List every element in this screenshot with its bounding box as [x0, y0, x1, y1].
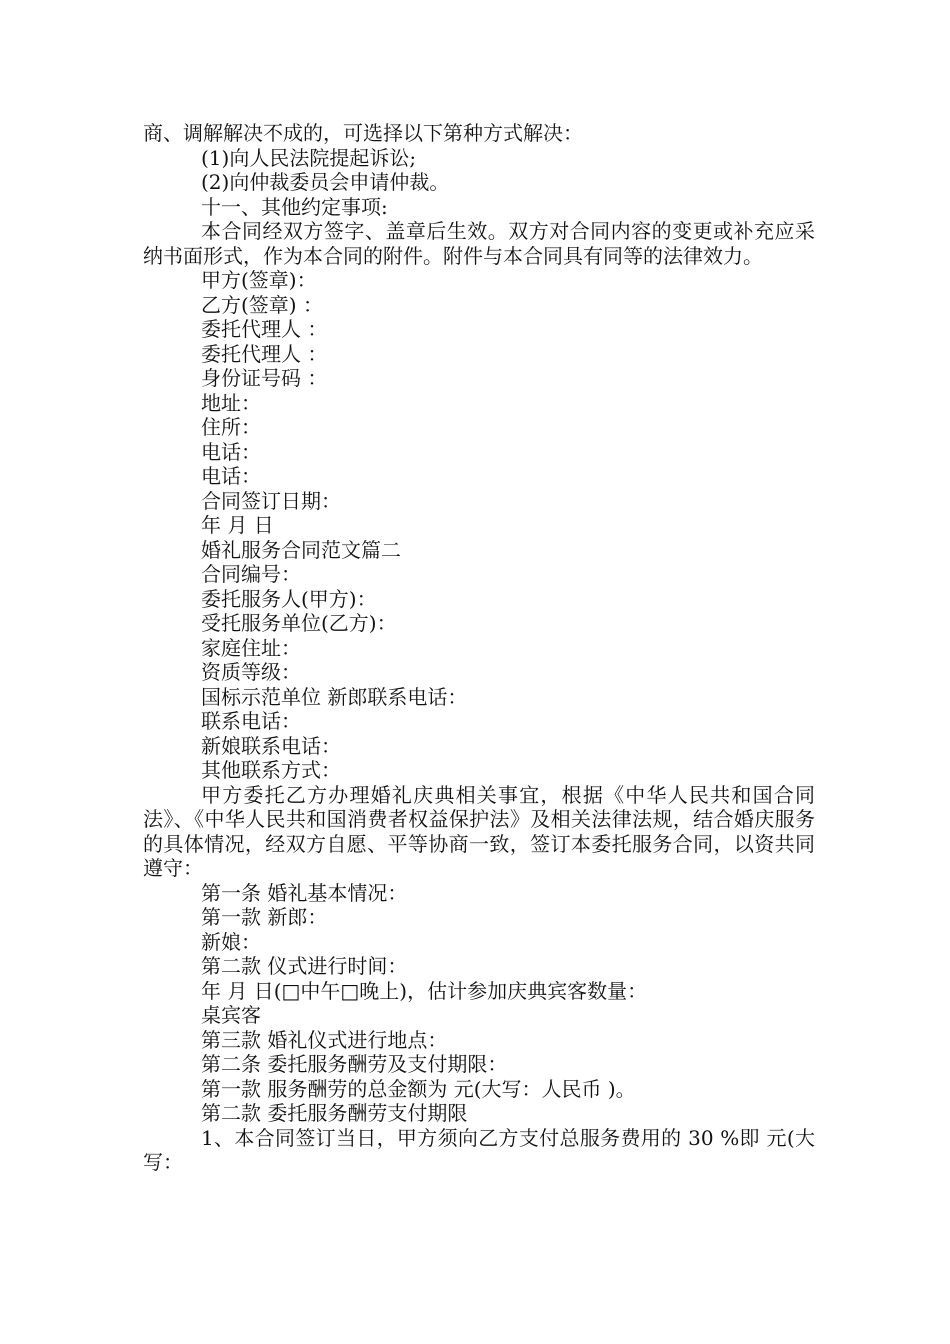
- document-line: 住所：: [201, 415, 261, 439]
- document-line: 甲方(签章)：: [201, 268, 317, 292]
- document-line: 受托服务单位(乙方)：: [201, 611, 397, 635]
- document-paragraph: 甲方委托乙方办理婚礼庆典相关事宜，根据《中华人民共和国合同法》、《中华人民共和国消费者权益保护法》及相关法律法规，结合婚庆服务的具体情况，经双方自愿、平等协商一致，签订本委托服务合同，以资共同遵守：: [143, 782, 815, 880]
- document-line: 其他联系方式：: [201, 758, 341, 782]
- document-line: 家庭住址：: [201, 635, 301, 660]
- document-line: 地址：: [201, 390, 261, 415]
- document-line: 国标示范单位 新郎联系电话：: [201, 684, 468, 709]
- document-line: 乙方(签章) ：: [201, 292, 323, 317]
- document-line: 电话：: [201, 439, 261, 464]
- document-line: 第一款 服务酬劳的总金额为 元(大写：人民币 )。: [201, 1076, 636, 1101]
- document-line: 第二款 委托服务酬劳支付期限: [201, 1101, 468, 1125]
- document-line: 年 月 日(□中午□晚上)，估计参加庆典宾客数量：: [201, 978, 648, 1003]
- document-line: 第一款 新郎：: [201, 905, 328, 929]
- document-line: 身份证号码 ：: [201, 366, 328, 390]
- document-line: 合同签订日期：: [201, 488, 341, 513]
- document-paragraph: 本合同经双方签字、盖章后生效。双方对合同内容的变更或补充应采纳书面形式，作为本合同的附件。附件与本合同具有同等的法律效力。: [143, 219, 815, 268]
- document-line: 委托代理人 ：: [201, 317, 328, 341]
- document-line: 年 月 日: [201, 513, 274, 537]
- document-line: (2)向仲裁委员会申请仲裁。: [201, 170, 450, 194]
- document-line: 十一、其他约定事项:: [201, 194, 388, 219]
- document-line: 桌宾客: [201, 1003, 261, 1027]
- document-line: 新娘联系电话：: [201, 733, 341, 758]
- document-line: 资质等级：: [201, 660, 301, 684]
- document-line: 第一条 婚礼基本情况：: [201, 880, 408, 905]
- document-line: 第二款 仪式进行时间：: [201, 954, 408, 978]
- document-page: [143, 121, 815, 1175]
- document-line: 合同编号：: [201, 562, 301, 586]
- document-line: 新娘：: [201, 929, 261, 954]
- document-line: 婚礼服务合同范文篇二: [201, 537, 401, 562]
- document-line: 第二条 委托服务酬劳及支付期限：: [201, 1052, 508, 1076]
- document-line: 委托代理人 ：: [201, 341, 328, 366]
- document-line: 第三款 婚礼仪式进行地点：: [201, 1027, 448, 1052]
- document-line: 委托服务人(甲方)：: [201, 586, 377, 611]
- document-line: 联系电话：: [201, 709, 301, 733]
- document-line: (1)向人民法院提起诉讼;: [201, 145, 417, 170]
- document-line: 商、调解解决不成的，可选择以下第种方式解决：: [143, 121, 583, 145]
- document-paragraph: 1、本合同签订当日，甲方须向乙方支付总服务费用的 30 %即 元(大写：: [143, 1125, 815, 1174]
- document-line: 电话：: [201, 464, 261, 488]
